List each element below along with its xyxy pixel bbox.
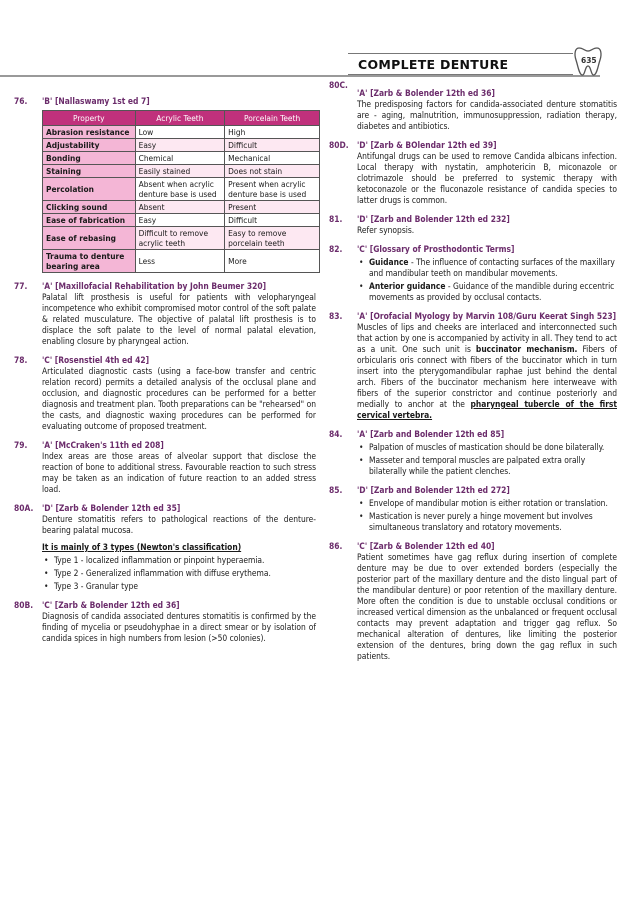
answer-text: Patient sometimes have gag reflux during insertion of complete denture may be due to over extended borders (especially the posterior part of the maxillary denture and the disto lingual part of the mandibular denture) or poor retention of the maxillary denture. More often the condition is due to unstable occlusal conditions or increased vertical dimension as the unbalanced or frequent occlusal contacts may prevent adaptation and trigger gag reflux. So mechanical alteration of dentures, like limiting the posterior extension of the dentures, bring down the gag reflux in such patients. [357,552,617,661]
list-item: • Anterior guidance - Guidance of the mandible during eccentric movements as provided by occlusal contacts. [357,281,617,303]
question-82: 82. 'C' [Glossary of Prosthodontic Terms] • Guidance - The influence of contacting surfaces of the maxillary and mandibular teeth on mandibular movements. • Anterior guidance - Guidance of the mandible during eccentric movements as provided by occlusal contacts. [325,244,617,303]
answer-reference: 'B' [Nallaswamy 1st ed 7] [42,96,150,106]
definition-list [357,257,617,303]
answer-reference: 'A' [Orofacial Myology by Marvin 108/Guru Keerat Singh 523] [357,311,617,321]
chapter-title: COMPLETE DENTURE [358,57,509,72]
answer-text: Diagnosis of candida associated dentures stomatitis is confirmed by the finding of mycelia or pseudohyphae in a direct smear or by isolation of candida spices in high numbers from lesion (>50 colonies). [42,611,316,643]
table-row: Adjustability Easy Difficult [43,139,320,152]
question-76: 76. 'B' [Nallaswamy 1st ed 7] Property Acrylic Teeth Porcelain Teeth Abrasion resistance Low High Adjustability Easy Difficult Bonding Chemical Mechanical Staining Easily stained Does not stain Percolation Absent when acrylic denture base is used Present when acrylic denture base is used Clicking sound Absent Present Ease of fabrication Easy Difficult Ease of rebasing Difficult to remove acrylic teeth Easy to remove porcelain teeth Trauma to denture bearing area Less More [10,96,316,273]
table-header: Acrylic Teeth [135,111,225,126]
answer-text: Muscles of lips and cheeks are interlaced and interconnected such that action by one is accompanied by activity in all. They tend to act as a unit. One such unit is buccinator mechanism. Fibers of orbicularis oris connect with fibers of the buccinator which in turn insert into the pterygomandibular raphae just behind the dental arch. Fibers of the buccinator mechanism here interweave with fibers of the superior constrictor and continue posteriorly and medially to anchor at the pharyngeal tubercle of the first cervical vertebra. [357,322,618,420]
question-86: 86. 'C' [Zarb & Bolender 12th ed 40] Patient sometimes have gag reflux during insertion of complete denture may be due to over extended borders (especially the posterior part of the maxillary denture and the disto lingual part of the mandibular denture) or poor retention of the maxillary denture. More often the condition is due to unstable occlusal conditions or increased vertical dimension as the unbalanced or frequent occlusal contacts may prevent adaptation and trigger gag reflux. So mechanical alteration of dentures, like limiting the posterior extension of the dentures, bring down the gag reflux in such patients. [329,541,617,661]
list-item: • Type 1 - localized inflammation or pinpoint hyperaemia. [42,555,316,566]
answer-reference: 'D' [Zarb and Bolender 12th ed 272] [357,485,510,495]
answer-reference: 'C' [Zarb & Bolender 12th ed 36] [42,600,180,610]
answer-reference: 'A' [Zarb & Bolender 12th ed 36] [357,88,495,98]
question-80a: 80A. 'D' [Zarb & Bolender 12th ed 35] Denture stomatitis refers to pathological reactions of the denture-bearing palatal mucosa. It is mainly of 3 types (Newton's classification) • Type 1 - localized inflammation or pinpoint hyperaemia. • Type 2 - Generalized inflammation with diffuse erythema. • Type 3 - Granular type [10,503,316,592]
question-80b: 80B. 'C' [Zarb & Bolender 12th ed 36] Diagnosis of candida associated dentures stomatitis is confirmed by the finding of mycelia or pseudohyphae in a direct smear or by isolation of candida spices in high numbers from lesion (>50 colonies). [14,600,316,643]
table-row: Abrasion resistance Low High [43,126,320,139]
teeth-comparison-table [42,110,320,273]
type-list [42,555,316,592]
answer-reference: 'A' [Zarb and Bolender 12th ed 85] [357,429,505,439]
page-header [0,40,638,80]
answer-reference: 'A' [McCraken's 11th ed 208] [42,440,164,450]
table-header: Property [43,111,136,126]
question-80c: 80C. 'A' [Zarb & Bolender 12th ed 36] The predisposing factors for candida-associated denture stomatitis are - aging, malnutrition, immunosuppression, radiation therapy, diabetes and antibiotics. [329,80,617,131]
table-row: Staining Easily stained Does not stain [43,165,320,178]
answer-text: Palatal lift prosthesis is useful for patients with velopharyngeal incompetence who exhibit compromised motor control of the soft palate & related musculature. The objective of palatal lift prosthesis is to displace the soft palate to the level of normal palatal elevation, enabling closure by pharyngeal action. [42,292,316,346]
list-item: • Masseter and temporal muscles are palpated extra orally bilaterally while the patient clenches. [357,455,617,477]
answer-text: Antifungal drugs can be used to remove Candida albicans infection. Local therapy with nystatin, amphotericin B, miconazole or clotrimazole should be preferred to systemic therapy with ketoconazole or the fluconazole resistance of candida species to latter drugs is common. [357,151,617,205]
question-81: 81. 'D' [Zarb and Bolender 12th ed 232] Refer synopsis. [325,214,617,236]
list-item: • Guidance - The influence of contacting surfaces of the maxillary and mandibular teeth on mandibular movements. [357,257,617,279]
answer-text: Index areas are those areas of alveolar support that disclose the reaction of bone to additional stress. Favourable reaction to such stress may be taken as an indication of future reaction to an added stress load. [42,451,316,494]
list-item: • Palpation of muscles of mastication should be done bilaterally. [357,442,617,453]
page-number: 635 [581,56,597,65]
question-83: 83. 'A' [Orofacial Myology by Marvin 108/Guru Keerat Singh 523] Muscles of lips and cheeks are interlaced and interconnected such that action by one is accompanied by activity in all. They tend to act as a unit. One such unit is buccinator mechanism. Fibers of orbicularis oris connect with fibers of the buccinator which in turn insert into the pterygomandibular raphae just behind the dental arch. Fibers of the buccinator mechanism here interweave with fibers of the superior constrictor and continue posteriorly and medially to anchor at the pharyngeal tubercle of the first cervical vertebra. [329,311,618,420]
point-list [357,498,617,533]
table-row: Trauma to denture bearing area Less More [43,250,320,273]
answer-reference: 'C' [Rosenstiel 4th ed 42] [42,355,150,365]
table-row: Clicking sound Absent Present [43,201,320,214]
left-column [10,96,316,652]
list-item: • Type 2 - Generalized inflammation with diffuse erythema. [42,568,316,579]
answer-text: Refer synopsis. [357,225,415,235]
list-item: • Mastication is never purely a hinge movement but involves simultaneous translatory and rotatory movements. [357,511,617,533]
answer-reference: 'A' [Maxillofacial Rehabilitation by John Beumer 320] [42,281,267,291]
question-85: 85. 'D' [Zarb and Bolender 12th ed 272] • Envelope of mandibular motion is either rotation or translation. • Mastication is never purely a hinge movement but involves simultaneous translatory and rotatory movements. [325,485,617,533]
table-header: Porcelain Teeth [225,111,320,126]
question-79: 79. 'A' [McCraken's 11th ed 208] Index areas are those areas of alveolar support that disclose the reaction of bone to additional stress. Favourable reaction to such stress may be taken as an indication of future reaction to an added stress load. [14,440,316,494]
question-78: 78. 'C' [Rosenstiel 4th ed 42] Articulated diagnostic casts (using a face-bow transfer and centric relation record) permits a detailed analysis of the occlusal plane and occlusion, and diagnostic procedures can be performed for a better diagnosis and treatment plan. Tooth preparations can be "rehearsed" on the casts, and diagnostic waxing procedures can be performed for evaluating outcome of proposed treatment. [14,355,316,431]
table-row: Ease of fabrication Easy Difficult [43,214,320,227]
table-row: Bonding Chemical Mechanical [43,152,320,165]
answer-reference: 'D' [Zarb & BOlendar 12th ed 39] [357,140,497,150]
answer-text: Denture stomatitis refers to pathological reactions of the denture-bearing palatal mucosa. [42,514,316,535]
header-rule [0,75,600,77]
answer-reference: 'C' [Zarb & Bolender 12th ed 40] [357,541,495,551]
question-80d: 80D. 'D' [Zarb & BOlendar 12th ed 39] Antifungal drugs can be used to remove Candida albicans infection. Local therapy with nystatin, amphotericin B, miconazole or clotrimazole should be preferred to systemic therapy with ketoconazole or the fluconazole resistance of candida species to latter drugs is common. [329,140,617,205]
question-77: 77. 'A' [Maxillofacial Rehabilitation by John Beumer 320] Palatal lift prosthesis is useful for patients with velopharyngeal incompetence who exhibit compromised motor control of the soft palate & related musculature. The objective of palatal lift prosthesis is to displace the soft palate to the level of normal palatal elevation, enabling closure by pharyngeal action. [14,281,316,346]
table-row: Ease of rebasing Difficult to remove acrylic teeth Easy to remove porcelain teeth [43,227,320,250]
question-84: 84. 'A' [Zarb and Bolender 12th ed 85] • Palpation of muscles of mastication should be done bilaterally. • Masseter and temporal muscles are palpated extra orally bilaterally while the patient clenches. [325,429,617,477]
point-list [357,442,617,477]
table-row: Percolation Absent when acrylic denture base is used Present when acrylic denture base is used [43,178,320,201]
answer-reference: 'D' [Zarb & Bolender 12th ed 35] [42,503,181,513]
classification-heading: It is mainly of 3 types (Newton's classification) [42,542,242,552]
list-item: • Type 3 - Granular type [42,581,316,592]
list-item: • Envelope of mandibular motion is either rotation or translation. [357,498,617,509]
answer-reference: 'C' [Glossary of Prosthodontic Terms] [357,244,515,254]
answer-text: The predisposing factors for candida-associated denture stomatitis are - aging, malnutrition, immunosuppression, radiation therapy, diabetes and antibiotics. [357,99,617,131]
right-column [325,80,618,670]
answer-reference: 'D' [Zarb and Bolender 12th ed 232] [357,214,510,224]
answer-text: Articulated diagnostic casts (using a face-bow transfer and centric relation record) permits a detailed analysis of the occlusal plane and occlusion, and diagnostic procedures can be performed for a better diagnosis and treatment plan. Tooth preparations can be "rehearsed" on the casts, and diagnostic waxing procedures can be performed for evaluating outcome of proposed treatment. [42,366,316,431]
